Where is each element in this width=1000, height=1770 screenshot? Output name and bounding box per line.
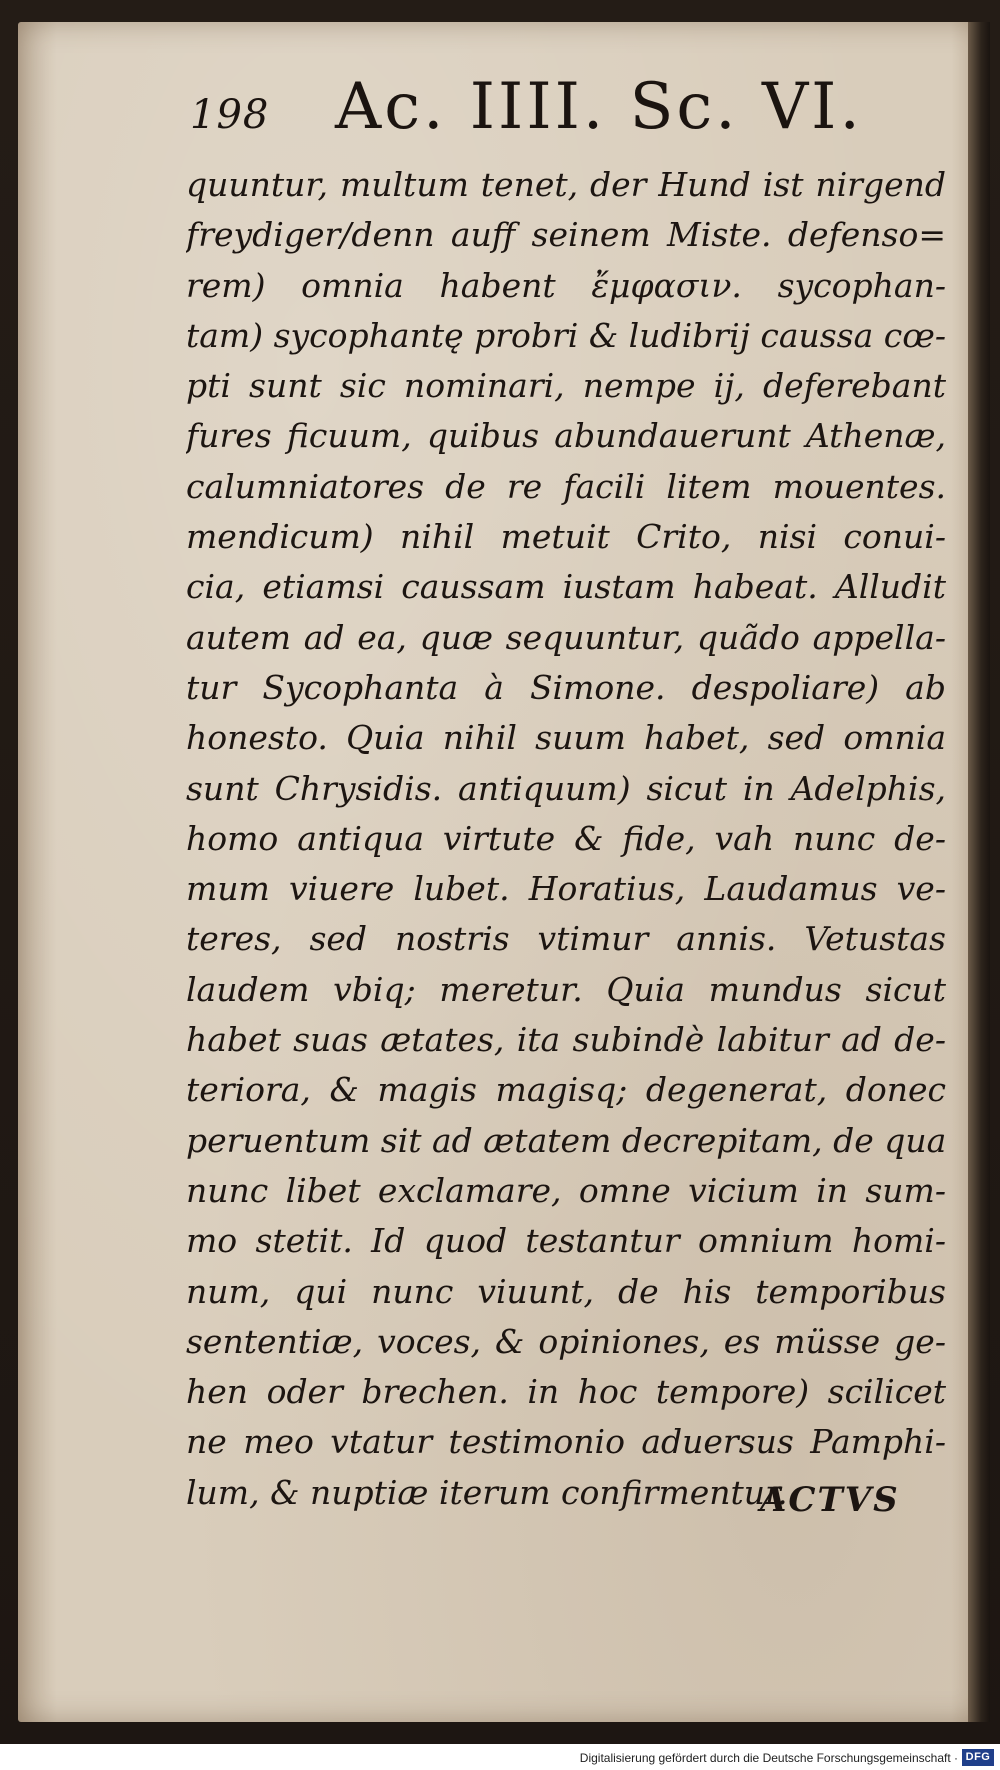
text-line: ne meo vtatur testimonio aduersus Pamphi- [186,1422,946,1462]
text-line: cia, etiamsi caussam iustam habeat. Alludit [186,567,946,607]
text-line: tur Sycophanta à Simone. despoliare) ab [186,667,946,707]
text-line: mum viuere lubet. Horatius, Laudamus ve- [186,869,946,909]
text-line: teres, sed nostris vtimur annis. Vetustas [186,919,946,959]
text-line: teriora, & magis magisq; degenerat, donec [186,1070,946,1110]
text-line: hen oder brechen. in hoc tempore) scilicet [186,1372,946,1412]
page-number: 198 [190,92,270,138]
text-line: sententiæ, voces, & opiniones, es müsse ge- [186,1321,946,1361]
text-line: freydiger/denn auff seinem Miste. defenso= [186,215,946,255]
running-head: Ac. IIII. Sc. VI. [335,70,863,144]
text-line: pti sunt sic nominari, nempe ij, deferebant [186,366,946,406]
book-spine [968,22,990,1722]
text-line: autem ad ea, quæ sequuntur, quãdo appella- [186,617,946,657]
funding-credit: Digitalisierung gefördert durch die Deutsche Forschungsgemeinschaft · [579,1751,958,1765]
catchword: ACTVS [760,1480,900,1520]
text-line: num, qui nunc viuunt, de his temporibus [186,1271,946,1311]
text-line: honesto. Quia nihil suum habet, sed omnia [186,718,946,758]
text-line: sunt Chrysidis. antiquum) sicut in Adelphis, [186,768,946,808]
page-header [190,70,890,160]
text-line: habet suas ætates, ita subindè labitur ad de- [186,1020,946,1060]
text-line: tam) sycophantę probri & ludibrij caussa cœ- [186,315,946,355]
text-line: mo stetit. Id quod testantur omnium homi- [186,1221,946,1261]
text-line: calumniatores de re facili litem mouentes. [186,466,946,506]
text-line: nunc libet exclamare, omne vicium in sum- [186,1170,946,1210]
text-line: laudem vbiq; meretur. Quia mundus sicut [186,969,946,1009]
text-line: mendicum) nihil metuit Crito, nisi conui- [186,517,946,557]
text-line: peruentum sit ad ætatem decrepitam, de qua [186,1120,946,1160]
commentary-text [186,160,946,1518]
text-line: lum, & nuptiæ iterum confirmentur. [186,1472,788,1512]
text-line: homo antiqua virtute & fide, vah nunc de- [186,818,946,858]
digitization-footer [0,1744,1000,1770]
text-line: rem) omnia habent ἔμφασιν. sycophan- [186,265,946,305]
text-line: quuntur, multum tenet, der Hund ist nirgend [186,165,946,204]
text-line: fures ficuum, quibus abundauerunt Athenæ, [186,416,946,456]
dfg-logo: DFG [962,1749,994,1766]
